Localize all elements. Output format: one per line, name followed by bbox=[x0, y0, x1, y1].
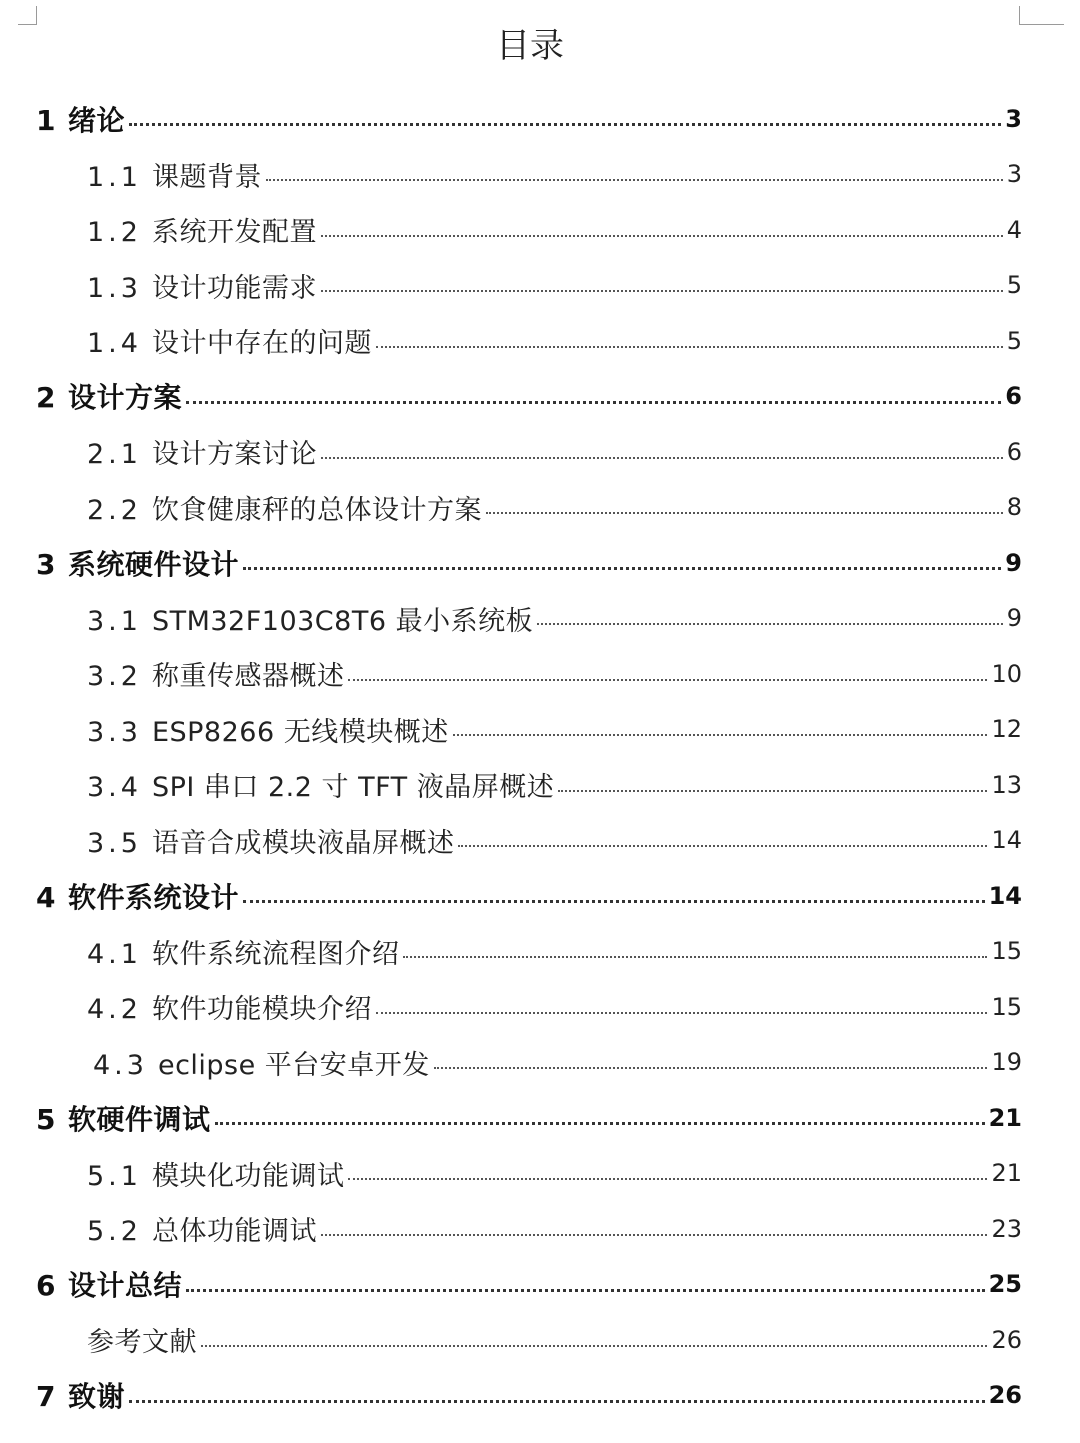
toc-entry-label bbox=[87, 155, 262, 194]
toc-entry-title: 设计中存在的问题 bbox=[151, 328, 372, 360]
dot-leader bbox=[537, 623, 1003, 625]
toc-entry-number: 4.2 bbox=[87, 994, 142, 1026]
toc-entry-label bbox=[87, 210, 317, 249]
toc-entry-number: 1.3 bbox=[87, 272, 142, 304]
toc-entry-references[interactable] bbox=[36, 1312, 1022, 1368]
dot-leader bbox=[458, 845, 987, 847]
toc-entry-number: 3 bbox=[36, 547, 56, 581]
toc-entry-label bbox=[87, 321, 372, 360]
toc-entry-label bbox=[87, 1209, 317, 1248]
toc-page-number: 4 bbox=[1006, 215, 1022, 244]
page-corner-mark-right bbox=[1019, 6, 1064, 25]
toc-entry-label bbox=[36, 376, 182, 416]
toc-entry-number: 2 bbox=[36, 381, 56, 415]
toc-entry-title: 称重传感器概述 bbox=[151, 661, 345, 693]
toc-entry-number: 5.2 bbox=[87, 1216, 142, 1248]
dot-leader bbox=[186, 1289, 985, 1292]
toc-page-number: 26 bbox=[988, 1381, 1022, 1410]
toc-entry-label bbox=[87, 765, 554, 804]
toc-entry-title: 软硬件调试 bbox=[67, 1102, 211, 1136]
dot-leader bbox=[129, 1400, 985, 1403]
toc-entry-3[interactable] bbox=[36, 535, 1022, 591]
toc-entry-3-3[interactable] bbox=[36, 702, 1022, 758]
toc-entry-label bbox=[87, 654, 344, 693]
toc-entry-2-1[interactable] bbox=[36, 424, 1022, 480]
dot-leader bbox=[321, 457, 1003, 459]
toc-entry-label bbox=[93, 1043, 430, 1082]
toc-entry-4-3[interactable] bbox=[36, 1035, 1022, 1091]
toc-page-number: 12 bbox=[991, 715, 1022, 744]
dot-leader bbox=[186, 401, 1001, 404]
toc-entry-title: 软件功能模块介绍 bbox=[151, 994, 372, 1026]
toc-entry-title: 设计功能需求 bbox=[151, 272, 317, 304]
toc-entry-number: 1.2 bbox=[87, 217, 142, 249]
toc-entry-number: 5.1 bbox=[87, 1160, 142, 1192]
page-title: 目录 bbox=[496, 26, 564, 66]
dot-leader bbox=[321, 235, 1003, 237]
toc-page-number: 26 bbox=[991, 1325, 1022, 1354]
dot-leader bbox=[266, 179, 1003, 181]
toc-entry-4-2[interactable] bbox=[36, 979, 1022, 1035]
toc-entry-number: 6 bbox=[36, 1269, 56, 1303]
toc-entry-1-2[interactable] bbox=[36, 202, 1022, 258]
toc-entry-label bbox=[87, 932, 399, 971]
toc-entry-title: eclipse 平台安卓开发 bbox=[157, 1049, 430, 1081]
toc-entry-title: 设计方案 bbox=[67, 381, 182, 415]
toc-entry-3-4[interactable] bbox=[36, 757, 1022, 813]
dot-leader bbox=[348, 679, 987, 681]
toc-page-number: 15 bbox=[991, 992, 1022, 1021]
toc-page-number: 3 bbox=[1006, 160, 1022, 189]
toc-page-number: 5 bbox=[1006, 271, 1022, 300]
toc-entry-title: 设计方案讨论 bbox=[151, 439, 317, 471]
toc-entry-title: STM32F103C8T6 最小系统板 bbox=[151, 605, 534, 637]
toc-entry-title: 软件系统设计 bbox=[67, 880, 239, 914]
toc-entry-label bbox=[87, 432, 317, 471]
toc-entry-number: 3.1 bbox=[87, 605, 142, 637]
toc-entry-1-4[interactable] bbox=[36, 313, 1022, 369]
toc-entry-title: 设计总结 bbox=[67, 1269, 182, 1303]
toc-entry-label bbox=[36, 1098, 211, 1138]
toc-page-number: 15 bbox=[991, 937, 1022, 966]
toc-entry-number: 2.2 bbox=[87, 494, 142, 526]
toc-entry-title: 系统硬件设计 bbox=[67, 547, 239, 581]
toc-page-number: 8 bbox=[1006, 493, 1022, 522]
toc-page-number: 9 bbox=[1006, 604, 1022, 633]
toc-entry-number: 1.4 bbox=[87, 328, 142, 360]
toc-page-number: 14 bbox=[991, 826, 1022, 855]
toc-page-number: 3 bbox=[1005, 104, 1022, 133]
toc-entry-number: 3.5 bbox=[87, 827, 142, 859]
toc-entry-label bbox=[87, 1320, 197, 1359]
toc-entry-number: 1.1 bbox=[87, 161, 142, 193]
toc-entry-title: SPI 串口 2.2 寸 TFT 液晶屏概述 bbox=[151, 772, 555, 804]
toc-entry-title: 课题背景 bbox=[151, 161, 262, 193]
toc-entry-title: 绪论 bbox=[67, 103, 125, 137]
toc-entry-1-3[interactable] bbox=[36, 258, 1022, 314]
toc-page-number: 6 bbox=[1005, 382, 1022, 411]
toc-page-number: 14 bbox=[988, 881, 1022, 910]
toc-page-number: 21 bbox=[988, 1103, 1022, 1132]
toc-entry-label bbox=[87, 987, 372, 1026]
toc-entry-label bbox=[87, 710, 449, 749]
dot-leader bbox=[376, 346, 1003, 348]
toc-entry-3-2[interactable] bbox=[36, 646, 1022, 702]
toc-entry-title: 致谢 bbox=[67, 1380, 125, 1414]
toc-entry-5-2[interactable] bbox=[36, 1201, 1022, 1257]
dot-leader bbox=[453, 734, 988, 736]
dot-leader bbox=[215, 1122, 985, 1125]
toc-page-number: 10 bbox=[991, 659, 1022, 688]
toc-entry-title: 参考文献 bbox=[87, 1327, 197, 1359]
toc-page-number: 13 bbox=[991, 770, 1022, 799]
toc-page-number: 21 bbox=[991, 1159, 1022, 1188]
toc-entry-3-1[interactable] bbox=[36, 591, 1022, 647]
dot-leader bbox=[243, 900, 985, 903]
toc-entry-label bbox=[36, 1264, 182, 1304]
toc-entry-label bbox=[36, 99, 125, 139]
toc-entry-number: 1 bbox=[36, 103, 56, 137]
toc-entry-label bbox=[36, 1375, 125, 1415]
toc-entry-number: 4 bbox=[36, 880, 56, 914]
toc-entry-title: 模块化功能调试 bbox=[151, 1160, 345, 1192]
dot-leader bbox=[434, 1067, 988, 1069]
toc-entry-number: 7 bbox=[36, 1380, 56, 1414]
toc-entry-2-2[interactable] bbox=[36, 480, 1022, 536]
dot-leader bbox=[321, 1234, 988, 1236]
dot-leader bbox=[321, 290, 1003, 292]
toc-entry-number: 3.2 bbox=[87, 661, 142, 693]
toc-entry-title: 系统开发配置 bbox=[151, 217, 317, 249]
toc-entry-4-1[interactable] bbox=[36, 924, 1022, 980]
toc-page-number: 5 bbox=[1006, 326, 1022, 355]
toc-entry-1[interactable] bbox=[36, 91, 1022, 147]
dot-leader bbox=[403, 956, 987, 958]
dot-leader bbox=[243, 567, 1001, 570]
toc-entry-label bbox=[36, 876, 239, 916]
toc-entry-number: 2.1 bbox=[87, 439, 142, 471]
table-of-contents bbox=[36, 91, 1022, 1423]
dot-leader bbox=[348, 1178, 987, 1180]
toc-entry-5-1[interactable] bbox=[36, 1146, 1022, 1202]
toc-entry-number: 3.3 bbox=[87, 716, 142, 748]
toc-entry-number: 4.1 bbox=[87, 938, 142, 970]
toc-entry-7[interactable] bbox=[36, 1368, 1022, 1424]
toc-entry-title: 总体功能调试 bbox=[151, 1216, 317, 1248]
toc-entry-label bbox=[87, 266, 317, 305]
toc-entry-number: 5 bbox=[36, 1102, 56, 1136]
dot-leader bbox=[129, 123, 1001, 126]
dot-leader bbox=[486, 512, 1003, 514]
toc-entry-label bbox=[87, 821, 454, 860]
toc-entry-label bbox=[87, 488, 482, 527]
toc-entry-number: 4.3 bbox=[93, 1049, 148, 1081]
toc-page-number: 25 bbox=[988, 1270, 1022, 1299]
dot-leader bbox=[376, 1012, 988, 1014]
toc-page-number: 23 bbox=[991, 1214, 1022, 1243]
toc-entry-4[interactable] bbox=[36, 868, 1022, 924]
dot-leader bbox=[201, 1345, 987, 1347]
page-corner-mark-left bbox=[18, 6, 37, 25]
toc-page-number: 9 bbox=[1005, 548, 1022, 577]
toc-entry-title: 语音合成模块液晶屏概述 bbox=[151, 827, 455, 859]
dot-leader bbox=[558, 790, 987, 792]
toc-page-number: 6 bbox=[1006, 437, 1022, 466]
toc-entry-6[interactable] bbox=[36, 1257, 1022, 1313]
toc-entry-5[interactable] bbox=[36, 1090, 1022, 1146]
toc-entry-2[interactable] bbox=[36, 369, 1022, 425]
toc-entry-title: 软件系统流程图介绍 bbox=[151, 938, 400, 970]
toc-page-number: 19 bbox=[991, 1048, 1022, 1077]
toc-entry-label bbox=[36, 543, 239, 583]
toc-entry-label bbox=[87, 599, 533, 638]
toc-entry-title: ESP8266 无线模块概述 bbox=[151, 716, 449, 748]
toc-entry-label bbox=[87, 1154, 344, 1193]
toc-entry-title: 饮食健康秤的总体设计方案 bbox=[151, 494, 482, 526]
toc-entry-1-1[interactable] bbox=[36, 147, 1022, 203]
toc-entry-number: 3.4 bbox=[87, 772, 142, 804]
toc-entry-3-5[interactable] bbox=[36, 813, 1022, 869]
